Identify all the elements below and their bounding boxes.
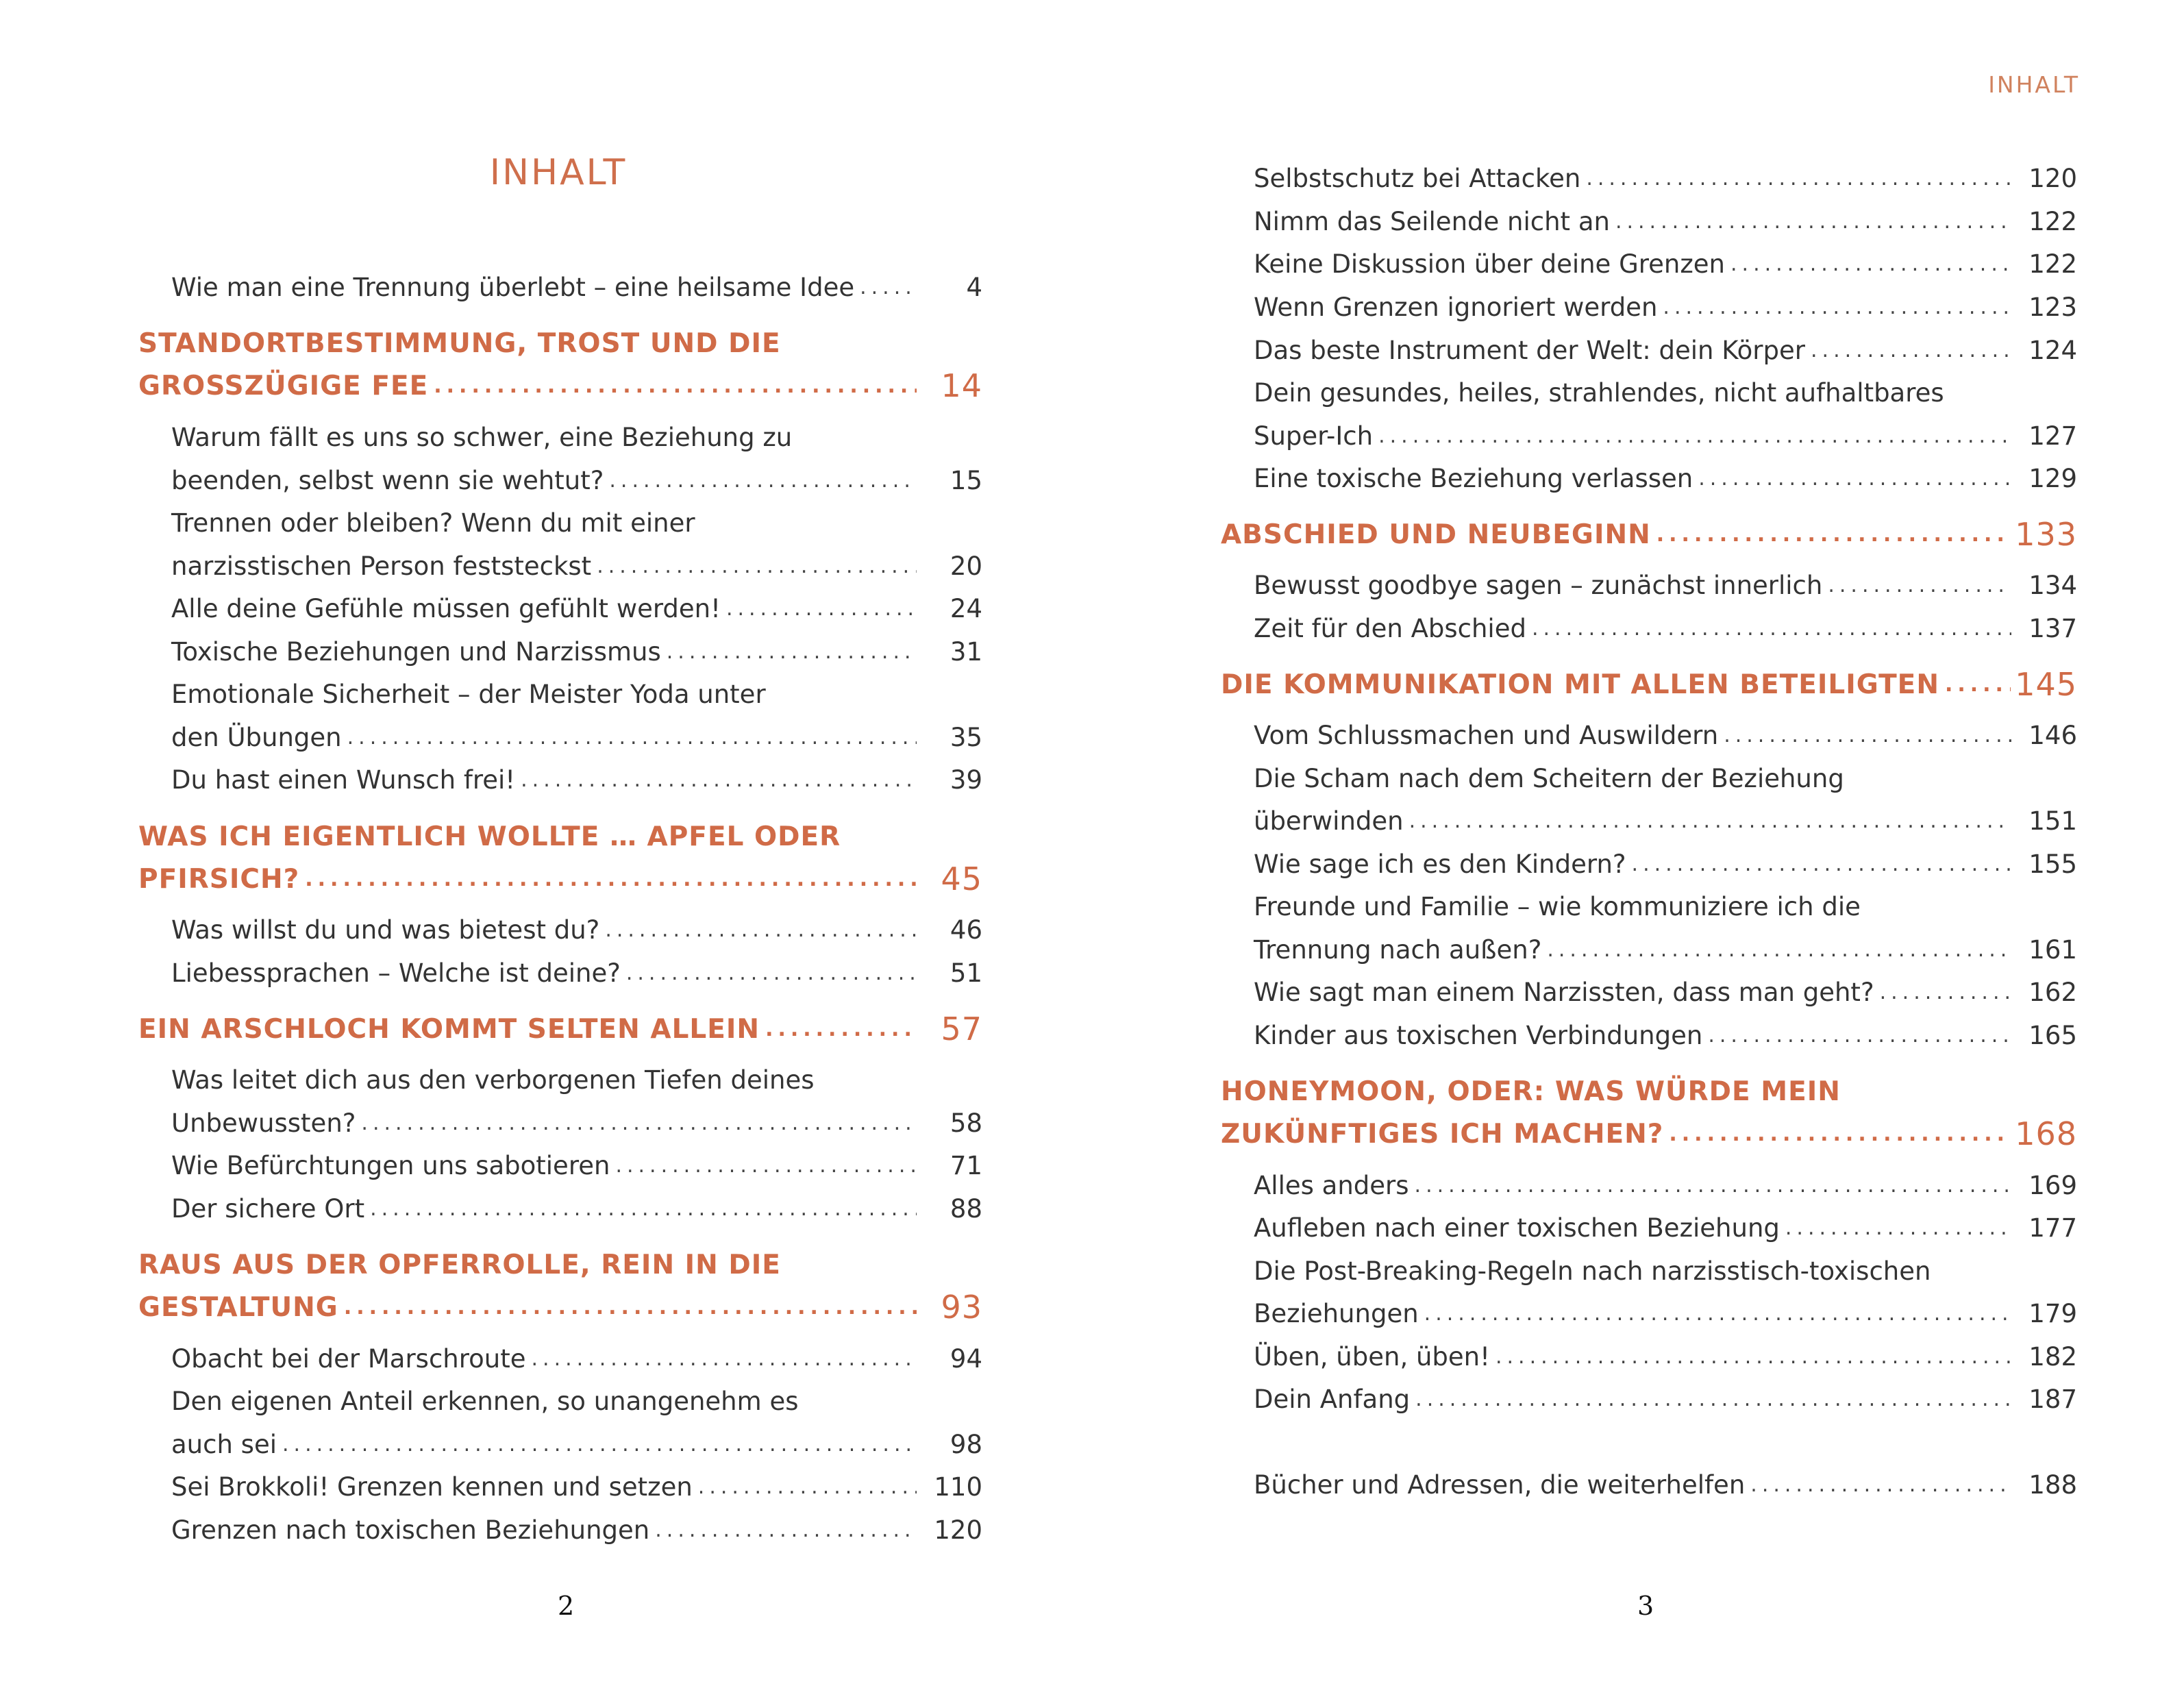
entry-page: 58 [950,1108,982,1138]
toc-entry[interactable] [1254,565,2077,606]
dot-leader [347,726,917,749]
entry-page: 134 [2028,570,2077,600]
entry-title: Alle deine Gefühle müssen gefühlt werden! [171,593,721,623]
toc-entry[interactable] [171,1145,982,1186]
entry-page: 146 [2028,720,2077,750]
entry-page: 71 [950,1150,982,1180]
toc-entry[interactable] [1254,608,2077,649]
toc-chapter[interactable] [138,323,982,364]
dot-leader [765,1017,917,1041]
toc-entry[interactable] [171,909,982,950]
entry-title: Super-Ich [1254,421,1374,451]
chapter-title: HONEYMOON, ODER: WAS WÜRDE MEIN [1221,1076,1841,1107]
chapter-title: STANDORTBESTIMMUNG, TROST UND DIE [138,327,781,359]
dot-leader [1708,1024,2011,1047]
entry-title: Grenzen nach toxischen Beziehungen [171,1515,650,1545]
toc-entry[interactable] [171,1380,982,1422]
toc-entry[interactable] [1254,1464,2077,1505]
entry-title: Dein Anfang [1254,1384,1411,1414]
entry-page: 123 [2028,292,2077,322]
toc-entry[interactable] [171,1466,982,1507]
entry-page: 98 [950,1429,982,1459]
dot-leader [434,374,917,398]
entry-page: 177 [2028,1213,2077,1243]
entry-title: Das beste Instrument der Welt: dein Körper [1254,335,1805,365]
dot-leader [1698,467,2011,491]
dot-leader [626,961,917,985]
dot-leader [860,275,917,299]
entry-page: 120 [2028,163,2077,193]
chapter-page: 133 [2015,516,2077,553]
toc-entry[interactable] [1254,1165,2077,1206]
entry-title: narzisstischen Person feststeckst [171,551,592,581]
right-page [1092,0,2184,1699]
entry-page: 155 [2028,849,2077,879]
toc-entry[interactable] [171,266,982,308]
toc-chapter[interactable] [1221,664,2077,705]
entry-page: 110 [934,1472,982,1502]
toc-chapter[interactable] [1221,514,2077,555]
chapter-title: ABSCHIED UND NEUBEGINN [1221,519,1651,550]
entry-page: 182 [2028,1341,2077,1372]
dot-leader [1424,1302,2011,1326]
dot-leader [370,1197,917,1221]
toc-entry[interactable] [1254,843,2077,884]
toc-entry[interactable] [1254,971,2077,1013]
entry-page: 188 [2028,1469,2077,1500]
dot-leader [1409,809,2011,833]
entry-title: Wenn Grenzen ignoriert werden [1254,292,1658,322]
entry-page: 35 [950,722,982,752]
dot-leader [282,1433,917,1456]
entry-page: 161 [2028,934,2077,965]
entry-page: 129 [2028,463,2077,493]
dot-leader [698,1475,917,1499]
entry-page: 46 [950,915,982,945]
dot-leader [1586,166,2011,190]
toc-chapter[interactable] [138,858,982,900]
dot-leader [1532,617,2011,641]
entry-page: 137 [2028,613,2077,643]
toc-entry[interactable] [1254,330,2077,371]
entry-title: Wie sagt man einem Narzissten, dass man geht? [1254,977,1874,1007]
entry-title: beenden, selbst wenn sie wehtut? [171,465,604,495]
entry-title: Vom Schlussmachen und Auswildern [1254,720,1719,750]
entry-title: Die Post-Breaking-Regeln nach narzisstisch-toxischen [1254,1256,1931,1286]
entry-title: überwinden [1254,806,1404,836]
chapter-title: PFIRSICH? [138,863,300,895]
entry-title: Den eigenen Anteil erkennen, so unangenehm es [171,1386,799,1416]
running-head: INHALT [1988,71,2080,98]
entry-page: 151 [2028,806,2077,836]
dot-leader [1378,424,2011,448]
dot-leader [1415,1387,2011,1411]
entry-page: 122 [2028,249,2077,279]
dot-leader [1656,523,2011,547]
chapter-title: GROSSZÜGIGE FEE [138,370,429,401]
entry-title: Nimm das Seilende nicht an [1254,206,1610,236]
toc-chapter[interactable] [138,1287,982,1328]
entry-page: 187 [2028,1384,2077,1414]
toc-entry[interactable] [171,502,982,543]
dot-leader [1811,338,2011,362]
entry-page: 162 [2028,977,2077,1007]
entry-title: Du hast einen Wunsch frei! [171,765,516,795]
dot-leader [1828,573,2011,597]
chapter-page: 168 [2015,1115,2077,1152]
dot-leader [532,1347,917,1371]
entry-title: Die Scham nach dem Scheitern der Beziehung [1254,763,1844,793]
toc-entry[interactable] [171,952,982,993]
entry-title: Liebessprachen – Welche ist deine? [171,958,621,988]
chapter-page: 45 [941,860,982,897]
toc-entry[interactable] [1254,201,2077,242]
toc-chapter[interactable] [138,365,982,406]
entry-page: 127 [2028,421,2077,451]
dot-leader [1880,980,2011,1004]
entry-title: Sei Brokkoli! Grenzen kennen und setzen [171,1472,693,1502]
toc-entry[interactable] [171,1188,982,1229]
toc-entry[interactable] [1254,758,2077,799]
dot-leader [609,469,917,493]
entry-title: Keine Diskussion über deine Grenzen [1254,249,1726,279]
dot-leader [655,1518,917,1542]
entry-page: 15 [950,465,982,495]
entry-page: 24 [950,593,982,623]
dot-leader [1724,723,2011,747]
chapter-title: GESTALTUNG [138,1291,338,1323]
entry-page: 124 [2028,335,2077,365]
entry-title: Freunde und Familie – wie kommuniziere ich die [1254,891,1861,921]
entry-title: Was willst du und was bietest du? [171,915,600,945]
toc-entry[interactable] [1254,243,2077,284]
entry-page: 39 [950,765,982,795]
chapter-page: 14 [941,367,982,404]
entry-title: Wie sage ich es den Kindern? [1254,849,1626,879]
toc-entry[interactable] [1254,715,2077,756]
entry-page: 165 [2028,1020,2077,1050]
toc-entry[interactable] [1254,286,2077,327]
entry-page: 4 [966,272,982,302]
dot-leader [1496,1345,2011,1369]
entry-title: Dein gesundes, heiles, strahlendes, nicht aufhaltbares [1254,377,1944,408]
toc-entry[interactable] [171,631,982,672]
toc-entry[interactable] [171,1338,982,1379]
entry-title: Emotionale Sicherheit – der Meister Yoda unter [171,679,766,709]
entry-page: 179 [2028,1298,2077,1328]
entry-title: Trennen oder bleiben? Wenn du mit einer [171,508,695,538]
toc-entry[interactable] [1254,929,2077,970]
page-number: 3 [1637,1591,1654,1621]
dot-leader [605,918,917,942]
dot-leader [1785,1216,2011,1240]
chapter-title: WAS ICH EIGENTLICH WOLLTE … APFEL ODER [138,821,841,852]
toc-entry[interactable] [1254,158,2077,199]
page-number: 2 [558,1591,575,1621]
chapter-page: 145 [2015,666,2077,703]
toc-entry[interactable] [1254,415,2077,456]
entry-title: Bewusst goodbye sagen – zunächst innerlich [1254,570,1823,600]
toc-chapter[interactable] [1221,1113,2077,1154]
chapter-page: 57 [941,1010,982,1047]
entry-page: 88 [950,1193,982,1224]
toc-entry[interactable] [1254,372,2077,413]
entry-page: 20 [950,551,982,581]
dot-leader [1669,1122,2011,1146]
dot-leader [667,640,917,664]
dot-leader [726,597,917,621]
toc-entry[interactable] [1254,800,2077,841]
toc-chapter[interactable] [138,1008,982,1050]
dot-leader [615,1154,917,1178]
entry-page: 122 [2028,206,2077,236]
dot-leader [521,768,917,792]
entry-page: 94 [950,1343,982,1374]
dot-leader [1547,938,2011,962]
entry-title: auch sei [171,1429,277,1459]
dot-leader [305,867,917,891]
chapter-title: DIE KOMMUNIKATION MIT ALLEN BETEILIGTEN [1221,669,1939,700]
dot-leader [1945,673,2011,697]
entry-page: 31 [950,636,982,667]
toc-chapter[interactable] [138,1244,982,1285]
toc-entry[interactable] [171,460,982,501]
entry-title: den Übungen [171,722,342,752]
toc-chapter[interactable] [138,816,982,857]
entry-page: 169 [2028,1170,2077,1200]
dot-leader [1663,295,2011,319]
dot-leader [1415,1174,2011,1198]
entry-title: Toxische Beziehungen und Narzissmus [171,636,661,667]
chapter-title: RAUS AUS DER OPFERROLLE, REIN IN DIE [138,1249,781,1280]
toc-entry[interactable] [171,1102,982,1143]
entry-title: Eine toxische Beziehung verlassen [1254,463,1693,493]
toc-entry[interactable] [171,673,982,715]
entry-title: Der sichere Ort [171,1193,365,1224]
dot-leader [1632,852,2011,876]
entry-title: Kinder aus toxischen Verbindungen [1254,1020,1703,1050]
toc-entry[interactable] [171,717,982,758]
entry-page: 51 [950,958,982,988]
toc-entry[interactable] [171,545,982,586]
chapter-title: EIN ARSCHLOCH KOMMT SELTEN ALLEIN [138,1013,760,1045]
entry-title: Beziehungen [1254,1298,1419,1328]
dot-leader [1730,252,2011,276]
toc-entry[interactable] [1254,1378,2077,1419]
chapter-title: ZUKÜNFTIGES ICH MACHEN? [1221,1118,1664,1150]
dot-leader [597,554,917,578]
dot-leader [1750,1473,2011,1497]
entry-title: Was leitet dich aus den verborgenen Tiefen deines [171,1065,815,1095]
toc-entry[interactable] [171,759,982,800]
entry-page: 120 [934,1515,982,1545]
toc-entry[interactable] [1254,1250,2077,1291]
entry-title: Warum fällt es uns so schwer, eine Beziehung zu [171,422,793,452]
toc-entry[interactable] [171,588,982,629]
toc-entry[interactable] [171,417,982,458]
entry-title: Unbewussten? [171,1108,356,1138]
toc-entry[interactable] [1254,1207,2077,1248]
entry-title: Bücher und Adressen, die weiterhelfen [1254,1469,1746,1500]
toc-entry[interactable] [1254,1293,2077,1334]
page-title: INHALT [489,152,628,193]
dot-leader [361,1111,917,1135]
toc-entry[interactable] [171,1509,982,1550]
toc-chapter[interactable] [1221,1071,2077,1112]
toc-entry[interactable] [1254,458,2077,499]
entry-title: Aufleben nach einer toxischen Beziehung [1254,1213,1780,1243]
dot-leader [1615,210,2011,234]
dot-leader [344,1295,917,1319]
entry-title: Wie man eine Trennung überlebt – eine heilsame Idee [171,272,855,302]
entry-title: Zeit für den Abschied [1254,613,1526,643]
toc-entry[interactable] [171,1059,982,1100]
chapter-page: 93 [941,1289,982,1326]
entry-title: Üben, üben, üben! [1254,1341,1490,1372]
entry-title: Wie Befürchtungen uns sabotieren [171,1150,610,1180]
toc-entry[interactable] [1254,1336,2077,1377]
toc-entry[interactable] [1254,886,2077,927]
toc-entry[interactable] [171,1424,982,1465]
entry-title: Selbstschutz bei Attacken [1254,163,1581,193]
entry-title: Obacht bei der Marschroute [171,1343,526,1374]
entry-title: Alles anders [1254,1170,1409,1200]
toc-entry[interactable] [1254,1015,2077,1056]
entry-title: Trennung nach außen? [1254,934,1542,965]
